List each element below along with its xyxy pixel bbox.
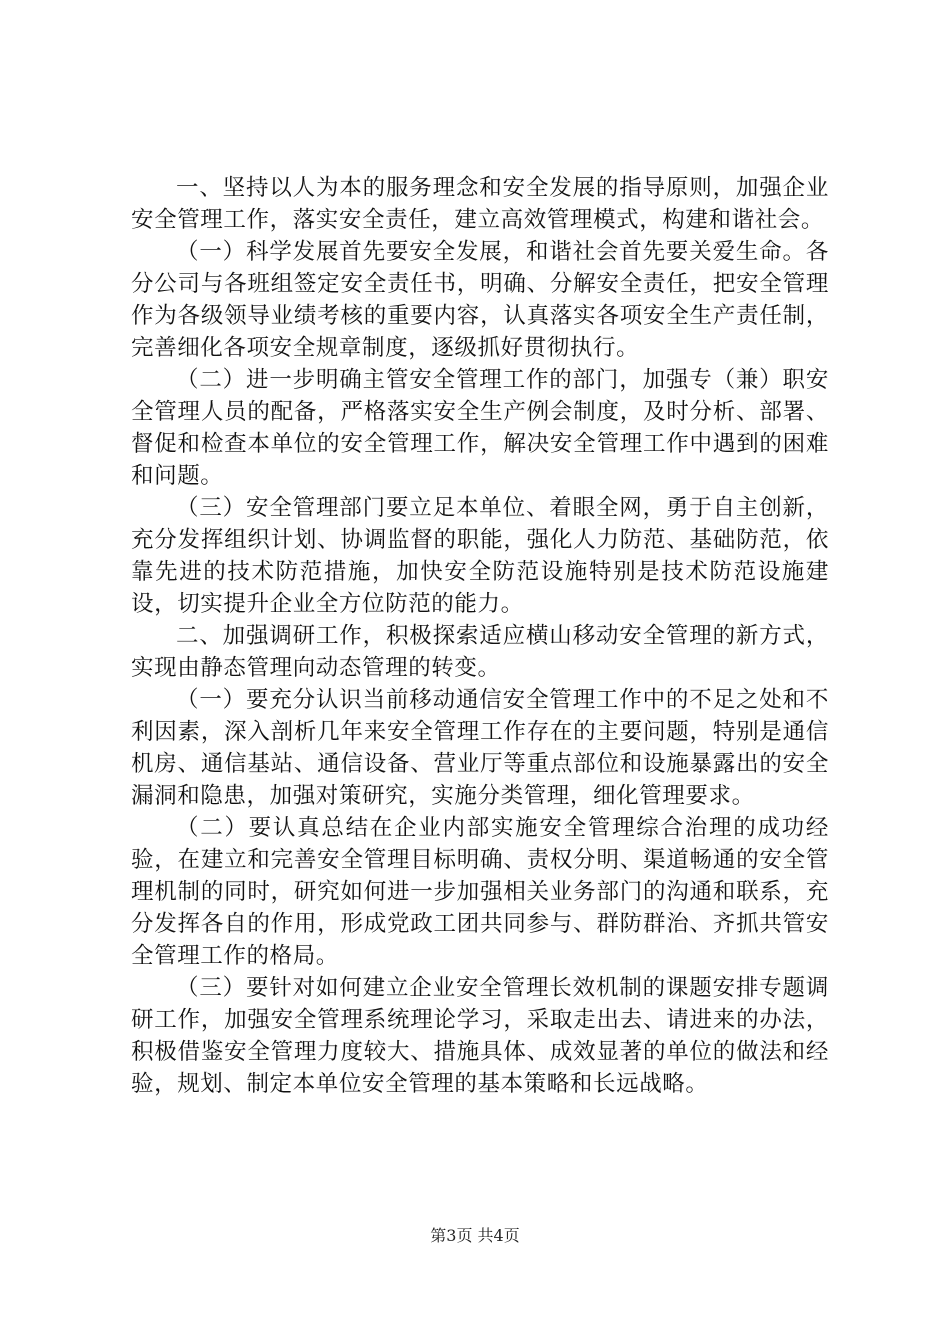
paragraph-2: （一）科学发展首先要安全发展，和谐社会首先要关爱生命。各分公司与各班组签定安全责任书，明确、分解安全责任，把安全管理作为各级领导业绩考核的重要内容，认真落实各项安全生产责任制，完善细化各项安全规章制度，逐级抓好贯彻执行。 — [131, 239, 829, 361]
page-number-footer: 第3页 共4页 — [430, 1226, 520, 1245]
paragraph-7: （二）要认真总结在企业内部实施安全管理综合治理的成功经验，在建立和完善安全管理目标明确、责权分明、渠道畅通的安全管理机制的同时，研究如何进一步加强相关业务部门的沟通和联系，充分发挥各自的作用，形成党政工团共同参与、群防群治、齐抓共管安全管理工作的格局。 — [131, 815, 829, 969]
paragraph-6: （一）要充分认识当前移动通信安全管理工作中的不足之处和不利因素，深入剖析几年来安全管理工作存在的主要问题，特别是通信机房、通信基站、通信设备、营业厅等重点部位和设施暴露出的安全漏洞和隐患，加强对策研究，实施分类管理，细化管理要求。 — [131, 687, 829, 809]
document-body — [131, 172, 829, 1100]
paragraph-4: （三）安全管理部门要立足本单位、着眼全网，勇于自主创新，充分发挥组织计划、协调监督的职能，强化人力防范、基础防范，依靠先进的技术防范措施，加快安全防范设施特别是技术防范设施建设，切实提升企业全方位防范的能力。 — [131, 495, 829, 617]
paragraph-1: 一、坚持以人为本的服务理念和安全发展的指导原则，加强企业安全管理工作，落实安全责任，建立高效管理模式，构建和谐社会。 — [131, 175, 829, 233]
paragraph-3: （二）进一步明确主管安全管理工作的部门，加强专（兼）职安全管理人员的配备，严格落实安全生产例会制度，及时分析、部署、督促和检查本单位的安全管理工作，解决安全管理工作中遇到的困难和问题。 — [131, 367, 829, 489]
paragraph-8: （三）要针对如何建立企业安全管理长效机制的课题安排专题调研工作，加强安全管理系统理论学习，采取走出去、请进来的办法，积极借鉴安全管理力度较大、措施具体、成效显著的单位的做法和经验，规划、制定本单位安全管理的基本策略和长远战略。 — [131, 975, 829, 1097]
paragraph-5: 二、加强调研工作，积极探索适应横山移动安全管理的新方式，实现由静态管理向动态管理的转变。 — [131, 623, 829, 681]
